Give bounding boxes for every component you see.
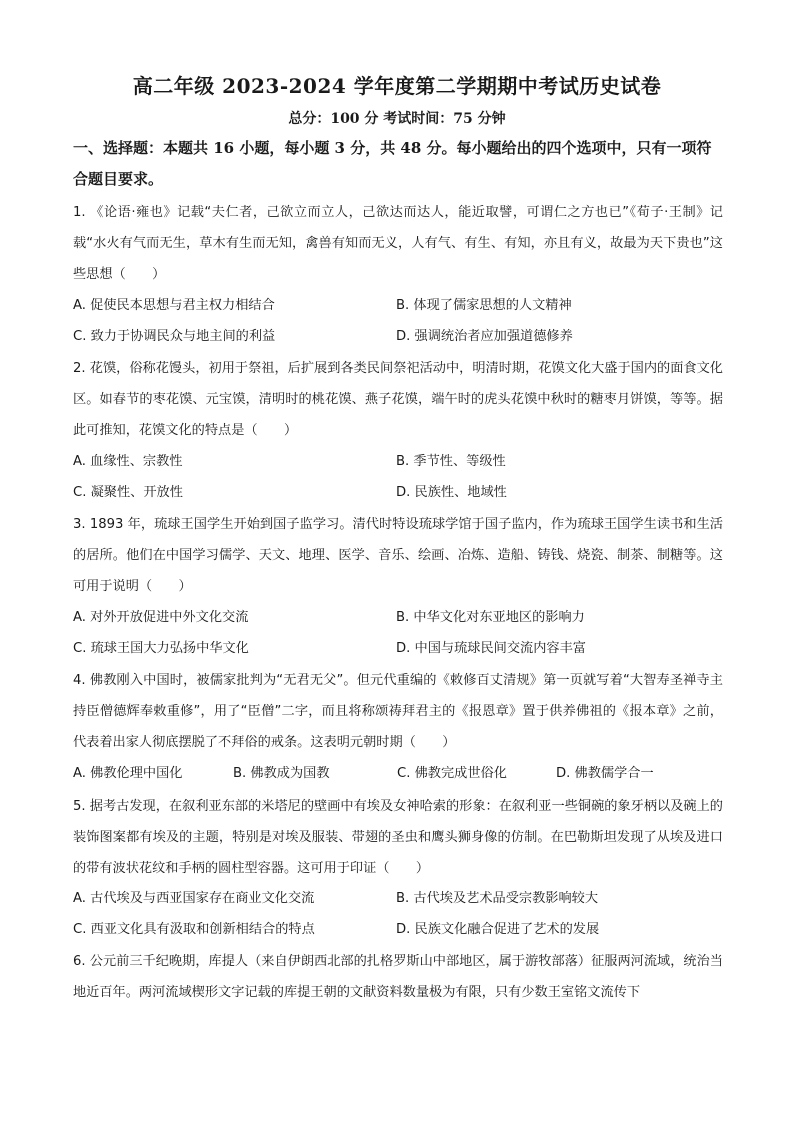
question-4-option-d: D. 佛教儒学合一 <box>556 766 654 781</box>
exam-subtitle: 总分：100 分 考试时间：75 分钟 <box>288 111 506 127</box>
question-1-stem: 1. 《论语·雍也》记载“夫仁者，己欲立而立人，己欲达而达人，能近取譬，可谓仁之方也已”《荀子·王制》记载“水火有气而无生，草木有生而无知，禽兽有知而无义，人有气、有生、有知，亦且有义，故最为天下贵也”这些思想（ ） <box>73 205 723 282</box>
question-3-stem: 3. 1893 年，琉球王国学生开始到国子监学习。清代时特设琉球学馆于国子监内，作为琉球王国学生读书和生活的居所。他们在中国学习儒学、天文、地理、医学、音乐、绘画、冶炼、造船、铸钱、烧瓷、制茶、制糖等。这可用于说明（ ） <box>73 517 723 594</box>
question-1-option-a: A. 促使民本思想与君主权力相结合 <box>73 298 275 313</box>
question-3-option-d: D. 中国与琉球民间交流内容丰富 <box>396 641 586 656</box>
question-3-option-c: C. 琉球王国大力弘扬中华文化 <box>73 641 249 656</box>
question-3-option-b: B. 中华文化对东亚地区的影响力 <box>396 610 585 625</box>
question-5-option-a: A. 古代埃及与西亚国家存在商业文化交流 <box>73 891 315 906</box>
question-1-option-b: B. 体现了儒家思想的人文精神 <box>396 298 572 313</box>
question-2-option-b: B. 季节性、等级性 <box>396 454 506 469</box>
question-1-option-d: D. 强调统治者应加强道德修养 <box>396 329 573 344</box>
question-6-stem: 6. 公元前三千纪晚期，库提人（来自伊朗西北部的扎格罗斯山中部地区，属于游牧部落）征服两河流域，统治当地近百年。两河流域楔形文字记载的库提王朝的文献资料数量极为有限，只有少数王室铭文流传下 <box>73 954 723 1000</box>
question-4-stem: 4. 佛教刚入中国时，被儒家批判为“无君无父”。但元代重编的《敕修百丈清规》第一页就写着“大智寿圣禅寺主持臣僧德辉奉敕重修”，用了“臣僧”二字，而且将称颂祷拜君主的《报恩章》置于供养佛祖的《报本章》之前，代表着出家人彻底摆脱了不拜俗的戒条。这表明元朝时期（ ） <box>73 673 723 750</box>
question-2-stem: 2. 花馍，俗称花馒头，初用于祭祖，后扩展到各类民间祭祀活动中，明清时期，花馍文化大盛于国内的面食文化区。如春节的枣花馍、元宝馍，清明时的桃花馍、燕子花馍，端午时的虎头花馍中秋时的糖枣月饼馍，等等。据此可推知，花馍文化的特点是（ ） <box>73 361 723 438</box>
question-5-option-c: C. 西亚文化具有汲取和创新相结合的特点 <box>73 922 315 937</box>
question-4-option-b: B. 佛教成为国教 <box>233 766 330 781</box>
question-4-option-a: A. 佛教伦理中国化 <box>73 766 183 781</box>
question-5-option-d: D. 民族文化融合促进了艺术的发展 <box>396 922 600 937</box>
question-4-option-c: C. 佛教完成世俗化 <box>397 766 507 781</box>
question-1-option-c: C. 致力于协调民众与地主间的利益 <box>73 329 276 344</box>
question-2-option-a: A. 血缘性、宗教性 <box>73 454 183 469</box>
question-2-option-d: D. 民族性、地域性 <box>396 485 507 500</box>
question-5-option-b: B. 古代埃及艺术品受宗教影响较大 <box>396 891 599 906</box>
exam-title: 高二年级 2023-2024 学年度第二学期期中考试历史试卷 <box>132 74 662 98</box>
question-5-stem: 5. 据考古发现，在叙利亚东部的米塔尼的壁画中有埃及女神哈索的形象：在叙利亚一些铜碗的象牙柄以及碗上的装饰图案都有埃及的主题，特别是对埃及服装、带翅的圣虫和鹰头狮身像的仿制。在巴勒斯坦发现了从埃及进口的带有波状花纹和手柄的圆柱型容器。这可用于印证（ ） <box>73 799 723 876</box>
question-2-option-c: C. 凝聚性、开放性 <box>73 485 183 500</box>
section-heading: 一、选择题：本题共 16 小题，每小题 3 分，共 48 分。每小题给出的四个选项中，只有一项符合题目要求。 <box>73 139 712 188</box>
question-3-option-a: A. 对外开放促进中外文化交流 <box>73 610 249 625</box>
